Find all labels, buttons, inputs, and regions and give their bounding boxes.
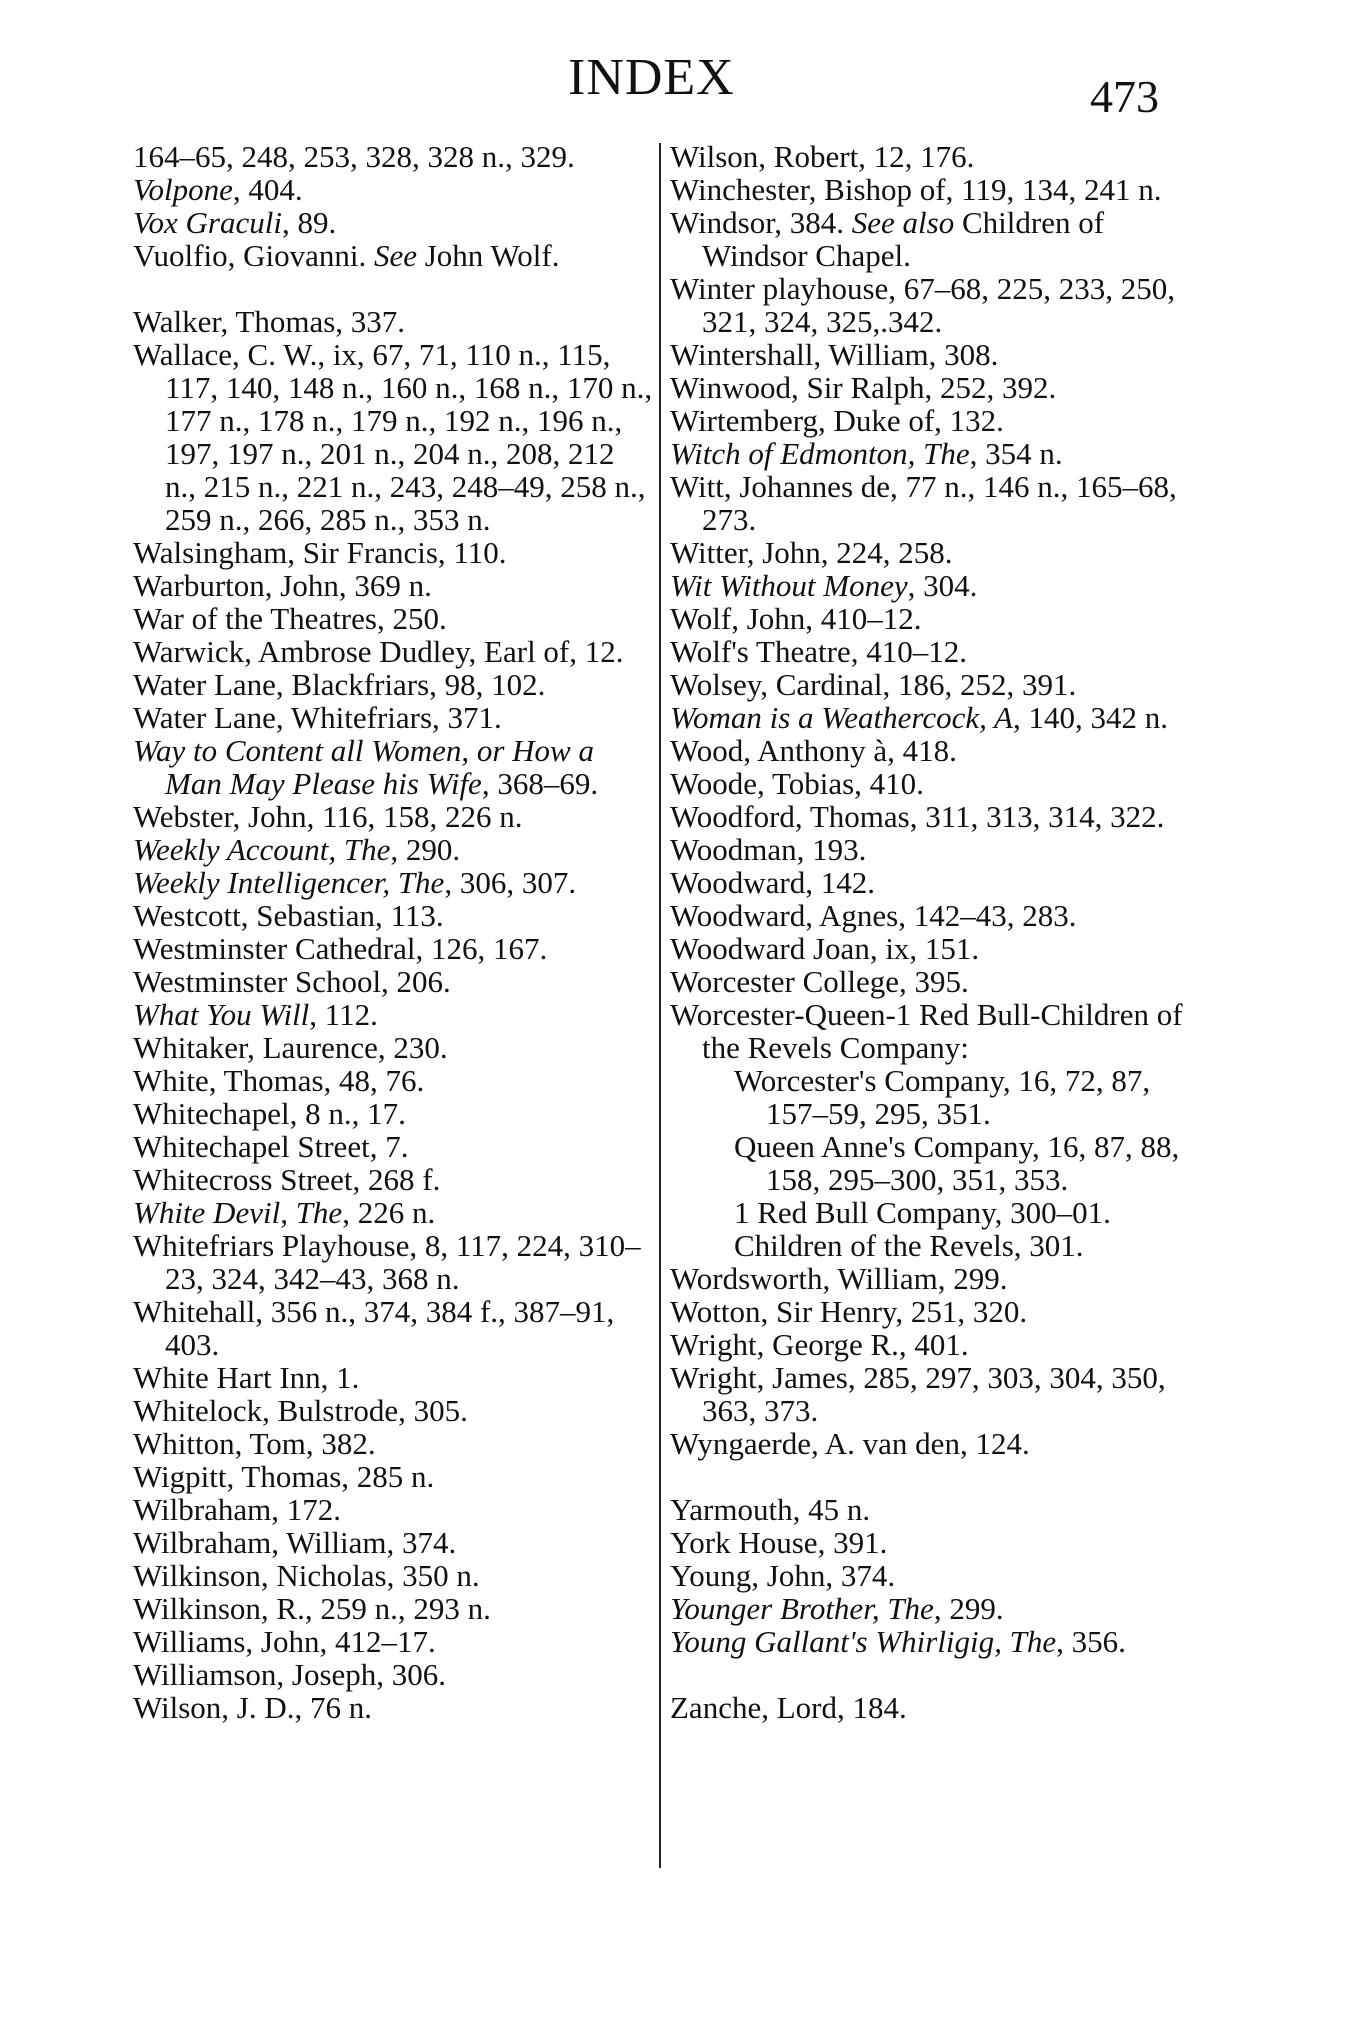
entry-text: Water Lane, Whitefriars, 371. [133,700,502,735]
index-entry [670,800,1210,833]
entry-title-italic: Vox Graculi [133,205,282,240]
index-entry [133,569,653,602]
entry-text: John Wolf. [416,238,560,273]
index-entry [133,1493,653,1526]
entry-text: Vuolfio, Giovanni. [133,238,374,273]
index-entry [670,1361,1210,1427]
entry-text: Wilbraham, 172. [133,1492,341,1527]
entry-text: Westminster School, 206. [133,964,451,999]
entry-text: White Hart Inn, 1. [133,1360,360,1395]
entry-text: , 354 n. [969,436,1063,471]
entry-text: Witter, John, 224, 258. [670,535,953,570]
entry-text: Walker, Thomas, 337. [133,304,406,339]
entry-text: Williamson, Joseph, 306. [133,1657,447,1692]
entry-text: Wolf's Theatre, 410–12. [670,634,967,669]
entry-text: Westminster Cathedral, 126, 167. [133,931,548,966]
entry-title-italic: Younger Brother, The [670,1591,934,1626]
index-entry [670,767,1210,800]
entry-text: Whitechapel, 8 n., 17. [133,1096,406,1131]
entry-text: Zanche, Lord, 184. [670,1690,907,1725]
entry-text: Whitaker, Laurence, 230. [133,1030,448,1065]
column-divider [659,143,661,1868]
entry-title-italic: What You Will [133,997,310,1032]
index-entry [133,206,653,239]
entry-text: Worcester's Company, 16, 72, 87, 157–59, 295, 351. [734,1063,1151,1131]
entry-text: Woodford, Thomas, 311, 313, 314, 322. [670,799,1165,834]
entry-text: Woode, Tobias, 410. [670,766,924,801]
index-entry [133,1097,653,1130]
index-entry [133,602,653,635]
entry-text: , 306, 307. [444,865,577,900]
entry-text: Whitefriars Playhouse, 8, 117, 224, 310–23, 324, 342–43, 368 n. [133,1228,641,1296]
entry-title-italic: Way to Content all Women, or How a Man May Please his Wife [133,733,594,801]
entry-text: Wordsworth, William, 299. [670,1261,1008,1296]
entry-text: , 140, 342 n. [1012,700,1168,735]
entry-text: York House, 391. [670,1525,888,1560]
entry-text: Wigpitt, Thomas, 285 n. [133,1459,435,1494]
index-entry [670,602,1210,635]
index-entry [133,1064,653,1097]
entry-text: Wirtemberg, Duke of, 132. [670,403,1004,438]
index-entry [133,866,653,899]
index-entry [670,899,1210,932]
index-entry [670,536,1210,569]
index-entry [133,140,653,173]
index-entry [670,965,1210,998]
entry-text: Whitelock, Bulstrode, 305. [133,1393,468,1428]
entry-text: Whitton, Tom, 382. [133,1426,376,1461]
index-entry [670,1427,1210,1460]
index-entry [133,998,653,1031]
entry-text: Wilson, J. D., 76 n. [133,1690,373,1725]
entry-text: Whitechapel Street, 7. [133,1129,409,1164]
index-entry [670,1691,1210,1724]
entry-text: Windsor, 384. [670,205,852,240]
index-subentry [670,1064,1210,1130]
entry-text: 1 Red Bull Company, 300–01. [734,1195,1111,1230]
index-entry [670,1625,1210,1658]
index-entry [133,536,653,569]
entry-text: , 356. [1056,1624,1126,1659]
entry-title-italic: Weekly Account, The [133,832,391,867]
index-entry [670,338,1210,371]
entry-text: Whitecross Street, 268 f. [133,1162,441,1197]
index-entry [670,206,1210,272]
entry-text: White, Thomas, 48, 76. [133,1063,425,1098]
section-gap [670,1658,1210,1691]
page-number: 473 [1090,71,1159,122]
index-entry [670,998,1210,1064]
entry-text: , 226 n. [342,1195,436,1230]
index-entry [133,668,653,701]
entry-title-italic: Weekly Intelligencer, The [133,865,445,900]
entry-text: , 299. [933,1591,1004,1626]
index-entry [670,833,1210,866]
entry-text: Westcott, Sebastian, 113. [133,898,444,933]
entry-text: Wolf, John, 410–12. [670,601,922,636]
entry-title-italic: Wit Without Money [670,568,908,603]
index-entry [133,1031,653,1064]
entry-text: Queen Anne's Company, 16, 87, 88, 158, 295–300, 351, 353. [734,1129,1180,1197]
entry-text: Wilbraham, William, 374. [133,1525,457,1560]
index-entry [670,932,1210,965]
index-entry [670,734,1210,767]
entry-text: Wright, George R., 401. [670,1327,969,1362]
index-entry [133,1625,653,1658]
index-subentry [670,1229,1210,1262]
index-entry [133,1592,653,1625]
entry-text: Wotton, Sir Henry, 251, 320. [670,1294,1028,1329]
index-entry [133,1559,653,1592]
entry-text: Wilson, Robert, 12, 176. [670,139,975,174]
index-entry [133,1394,653,1427]
index-column-left [133,140,653,1724]
index-entry [133,734,653,800]
entry-text: , 89. [281,205,337,240]
entry-text: Woodward, 142. [670,865,875,900]
index-entry [133,1229,653,1295]
entry-title-italic: White Devil, The [133,1195,343,1230]
entry-text: , 112. [309,997,378,1032]
entry-title-italic: Volpone [133,172,233,207]
index-entry [670,569,1210,602]
entry-text: Woodward Joan, ix, 151. [670,931,980,966]
entry-text: Woodman, 193. [670,832,867,867]
entry-text: Worcester-Queen-1 Red Bull-Children of the Revels Company: [670,997,1183,1065]
entry-text: Children of Windsor Chapel. [702,205,1105,273]
entry-crossref-italic: See [373,238,417,273]
entry-text: Winwood, Sir Ralph, 252, 392. [670,370,1057,405]
index-entry [670,1328,1210,1361]
index-column-right [670,140,1210,1724]
entry-title-italic: Woman is a Weathercock, A [670,700,1013,735]
entry-text: Wilkinson, Nicholas, 350 n. [133,1558,480,1593]
index-entry [133,1163,653,1196]
index-entry [133,833,653,866]
index-entry [133,965,653,998]
index-entry [670,1526,1210,1559]
entry-text: Yarmouth, 45 n. [670,1492,871,1527]
index-subentry [670,1130,1210,1196]
entry-text: Children of the Revels, 301. [734,1228,1084,1263]
section-gap [133,272,653,305]
entry-text: Wolsey, Cardinal, 186, 252, 391. [670,667,1077,702]
index-entry [670,1493,1210,1526]
index-entry [133,701,653,734]
entry-text: Wintershall, William, 308. [670,337,999,372]
entry-text: Webster, John, 116, 158, 226 n. [133,799,523,834]
entry-text: Winter playhouse, 67–68, 225, 233, 250, 321, 324, 325,.342. [670,271,1176,339]
index-entry [670,371,1210,404]
index-entry [133,800,653,833]
entry-text: , 290. [390,832,461,867]
index-entry [133,1658,653,1691]
index-entry [670,701,1210,734]
index-entry [670,1295,1210,1328]
index-entry [670,1262,1210,1295]
entry-text: Warburton, John, 369 n. [133,568,432,603]
entry-text: Wilkinson, R., 259 n., 293 n. [133,1591,491,1626]
index-entry [133,1130,653,1163]
section-gap [670,1460,1210,1493]
entry-text: Water Lane, Blackfriars, 98, 102. [133,667,546,702]
entry-title-italic: Young Gallant's Whirligig, The [670,1624,1057,1659]
index-entry [133,1361,653,1394]
index-entry [670,1592,1210,1625]
index-entry [670,635,1210,668]
index-entry [133,1526,653,1559]
entry-text: Witt, Johannes de, 77 n., 146 n., 165–68, 273. [670,469,1177,537]
index-entry [133,1295,653,1361]
entry-text: 164–65, 248, 253, 328, 328 n., 329. [133,139,575,174]
index-entry [670,404,1210,437]
index-entry [670,437,1210,470]
index-entry [670,866,1210,899]
entry-text: Young, John, 374. [670,1558,896,1593]
index-entry [133,1427,653,1460]
index-entry [133,305,653,338]
entry-text: Warwick, Ambrose Dudley, Earl of, 12. [133,634,624,669]
entry-text: Whitehall, 356 n., 374, 384 f., 387–91, 403. [133,1294,615,1362]
entry-text: Wright, James, 285, 297, 303, 304, 350, 363, 373. [670,1360,1166,1428]
index-entry [133,173,653,206]
index-entry [133,239,653,272]
index-entry [670,668,1210,701]
index-entry [670,272,1210,338]
index-entry [670,173,1210,206]
entry-text: Woodward, Agnes, 142–43, 283. [670,898,1077,933]
entry-text: Wallace, C. W., ix, 67, 71, 110 n., 115, 117, 140, 148 n., 160 n., 168 n., 170 n., 177 n., 178 n., 179 n., 192 n., 196 n., 197, 197 n., 201 n., 204 n., 208, 212 n., 215 n., 221 n., 243, 248–49, 258 n., 259 n., 266, 285 n., 353 n. [133,337,653,537]
entry-text: Winchester, Bishop of, 119, 134, 241 n. [670,172,1162,207]
index-entry [670,470,1210,536]
index-entry [133,635,653,668]
entry-text: , 368–69. [481,766,599,801]
page-title: INDEX [568,49,735,106]
entry-text: Williams, John, 412–17. [133,1624,436,1659]
index-entry [133,338,653,536]
entry-text: Wood, Anthony à, 418. [670,733,957,768]
index-entry [133,1691,653,1724]
index-entry [133,932,653,965]
entry-text: Worcester College, 395. [670,964,969,999]
index-entry [133,899,653,932]
index-entry [670,1559,1210,1592]
entry-text: War of the Theatres, 250. [133,601,447,636]
index-entry [133,1460,653,1493]
entry-title-italic: Witch of Edmonton, The [670,436,970,471]
entry-text: , 304. [907,568,978,603]
entry-text: , 404. [232,172,303,207]
index-subentry [670,1196,1210,1229]
index-entry [133,1196,653,1229]
index-entry [670,140,1210,173]
entry-text: Wyngaerde, A. van den, 124. [670,1426,1030,1461]
entry-text: Walsingham, Sir Francis, 110. [133,535,507,570]
entry-crossref-italic: See also [851,205,955,240]
